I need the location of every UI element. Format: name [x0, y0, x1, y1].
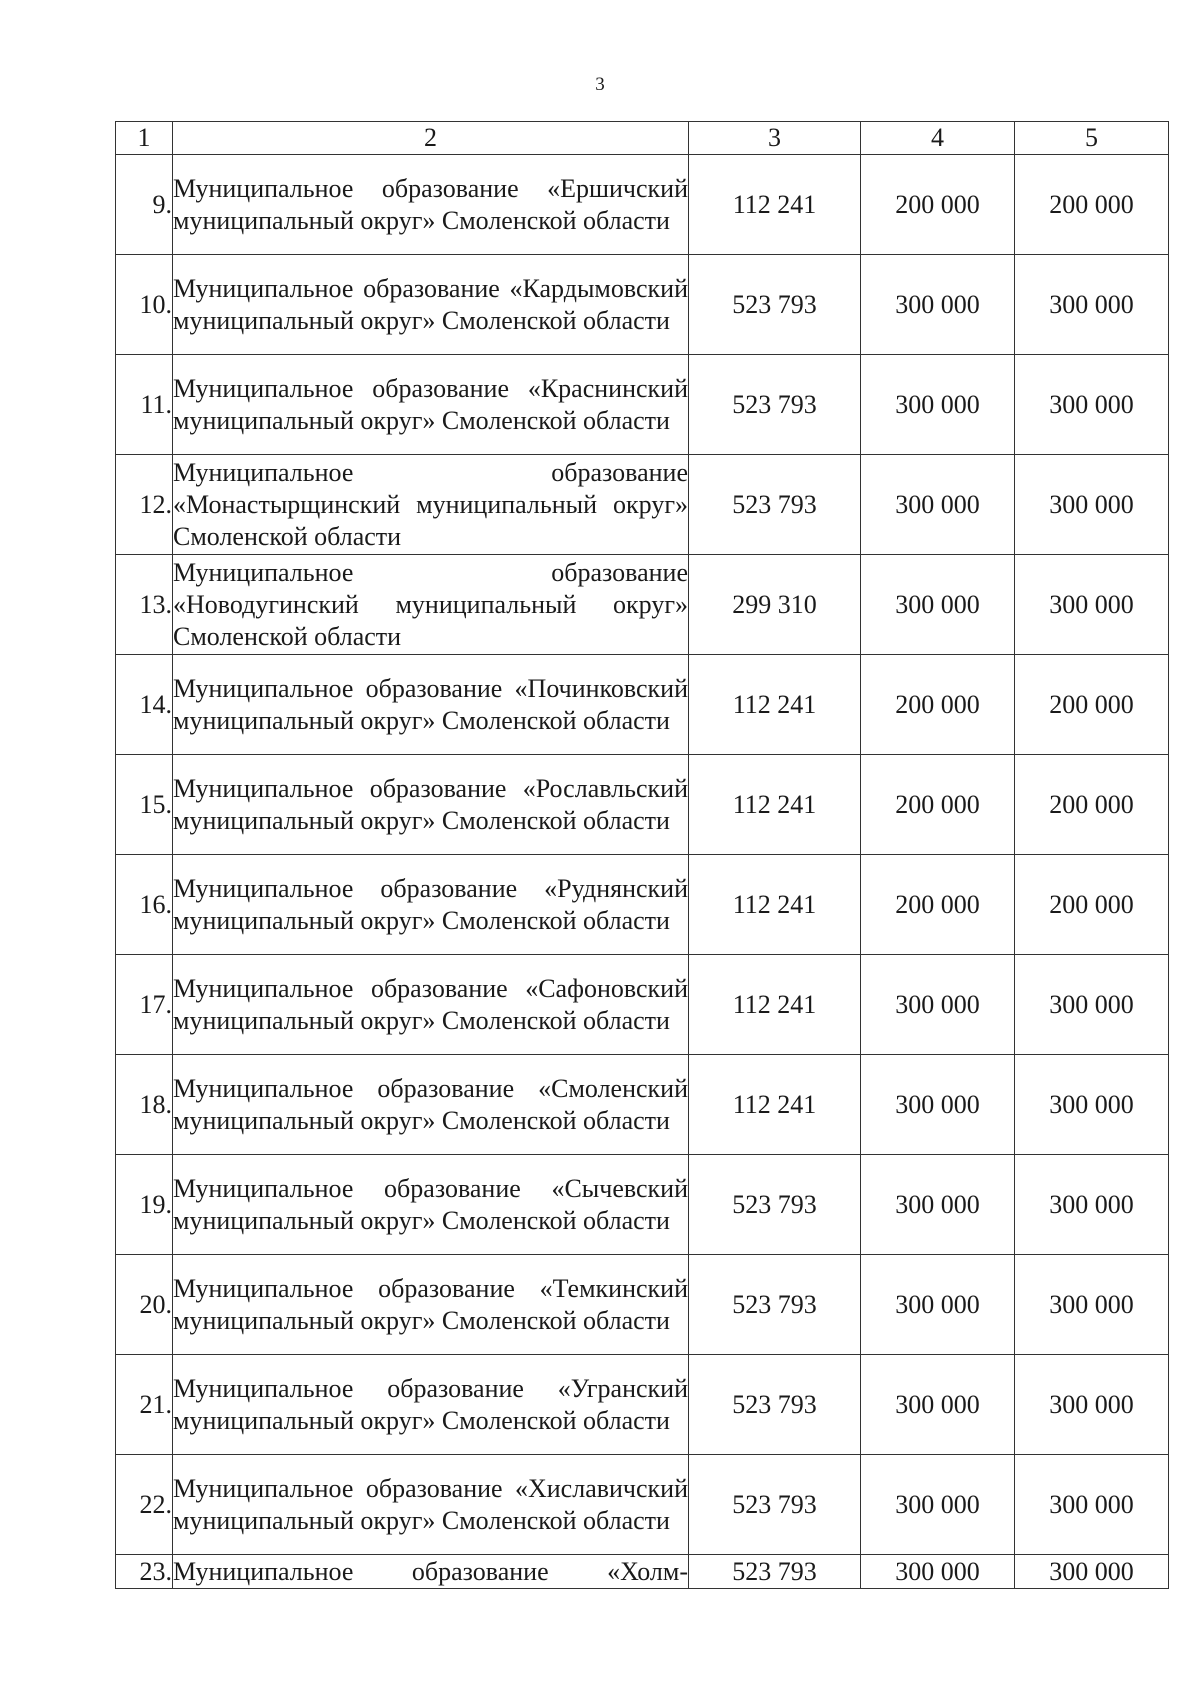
table-row — [116, 555, 1169, 655]
allocation-table — [115, 121, 1169, 1589]
column-4-value-cell: 300 000 — [861, 555, 1015, 655]
municipality-name-cell: Муниципальное образование «Угранский муниципальный округ» Смоленской области — [173, 1355, 689, 1455]
column-4-value-cell: 300 000 — [861, 1155, 1015, 1255]
municipality-name-cell: Муниципальное образование «Хиславичский муниципальный округ» Смоленской области — [173, 1455, 689, 1555]
row-number-cell: 18. — [116, 1055, 173, 1155]
table-row — [116, 955, 1169, 1055]
table-row — [116, 1055, 1169, 1155]
column-5-value-cell: 300 000 — [1015, 1555, 1169, 1589]
municipality-name-cell: Муниципальное образование «Сычевский муниципальный округ» Смоленской области — [173, 1155, 689, 1255]
table-row — [116, 1455, 1169, 1555]
column-4-value-cell: 300 000 — [861, 355, 1015, 455]
table-row — [116, 1555, 1169, 1589]
column-5-value-cell: 200 000 — [1015, 155, 1169, 255]
column-5-value-cell: 300 000 — [1015, 255, 1169, 355]
table-row — [116, 255, 1169, 355]
column-3-value-cell: 112 241 — [689, 155, 861, 255]
column-4-value-cell: 300 000 — [861, 1355, 1015, 1455]
column-5-value-cell: 300 000 — [1015, 1155, 1169, 1255]
row-number-cell: 19. — [116, 1155, 173, 1255]
row-number-cell: 12. — [116, 455, 173, 555]
column-3-value-cell: 112 241 — [689, 655, 861, 755]
column-5-value-cell: 300 000 — [1015, 1255, 1169, 1355]
column-4-value-cell: 300 000 — [861, 1255, 1015, 1355]
header-col-5: 5 — [1015, 122, 1169, 155]
municipality-name-cell: Муниципальное образование «Починковский муниципальный округ» Смоленской области — [173, 655, 689, 755]
table-row — [116, 1355, 1169, 1455]
column-3-value-cell: 523 793 — [689, 355, 861, 455]
table-row — [116, 1255, 1169, 1355]
table-row — [116, 755, 1169, 855]
row-number-cell: 10. — [116, 255, 173, 355]
row-number-cell: 23. — [116, 1555, 173, 1589]
column-4-value-cell: 200 000 — [861, 655, 1015, 755]
column-4-value-cell: 300 000 — [861, 1055, 1015, 1155]
column-3-value-cell: 523 793 — [689, 1355, 861, 1455]
column-4-value-cell: 300 000 — [861, 455, 1015, 555]
table-header — [116, 122, 1169, 155]
column-4-value-cell: 200 000 — [861, 855, 1015, 955]
column-3-value-cell: 523 793 — [689, 1155, 861, 1255]
table-row — [116, 455, 1169, 555]
table-row — [116, 855, 1169, 955]
header-col-4: 4 — [861, 122, 1015, 155]
column-3-value-cell: 523 793 — [689, 1255, 861, 1355]
column-4-value-cell: 300 000 — [861, 1455, 1015, 1555]
column-3-value-cell: 523 793 — [689, 455, 861, 555]
column-3-value-cell: 299 310 — [689, 555, 861, 655]
row-number-cell: 15. — [116, 755, 173, 855]
column-5-value-cell: 300 000 — [1015, 555, 1169, 655]
column-5-value-cell: 200 000 — [1015, 855, 1169, 955]
column-3-value-cell: 112 241 — [689, 1055, 861, 1155]
row-number-cell: 16. — [116, 855, 173, 955]
column-5-value-cell: 300 000 — [1015, 1355, 1169, 1455]
header-col-3: 3 — [689, 122, 861, 155]
table-row — [116, 155, 1169, 255]
column-4-value-cell: 300 000 — [861, 1555, 1015, 1589]
table-row — [116, 655, 1169, 755]
column-3-value-cell: 523 793 — [689, 1455, 861, 1555]
column-5-value-cell: 200 000 — [1015, 755, 1169, 855]
municipality-name-cell: Муниципальное образование «Ершичский муниципальный округ» Смоленской области — [173, 155, 689, 255]
municipality-name-cell: Муниципальное образование «Руднянский муниципальный округ» Смоленской области — [173, 855, 689, 955]
row-number-cell: 22. — [116, 1455, 173, 1555]
column-3-value-cell: 523 793 — [689, 255, 861, 355]
municipality-name-cell: Муниципальное образование «Новодугинский муниципальный округ» Смоленской области — [173, 555, 689, 655]
table-row — [116, 1155, 1169, 1255]
row-number-cell: 14. — [116, 655, 173, 755]
row-number-cell: 21. — [116, 1355, 173, 1455]
municipality-name-cell: Муниципальное образование «Краснинский муниципальный округ» Смоленской области — [173, 355, 689, 455]
municipality-name-cell: Муниципальное образование «Рославльский муниципальный округ» Смоленской области — [173, 755, 689, 855]
column-3-value-cell: 523 793 — [689, 1555, 861, 1589]
row-number-cell: 11. — [116, 355, 173, 455]
column-3-value-cell: 112 241 — [689, 755, 861, 855]
column-4-value-cell: 300 000 — [861, 255, 1015, 355]
column-4-value-cell: 200 000 — [861, 155, 1015, 255]
row-number-cell: 20. — [116, 1255, 173, 1355]
municipality-name-cell: Муниципальное образование «Монастырщинский муниципальный округ» Смоленской области — [173, 455, 689, 555]
column-3-value-cell: 112 241 — [689, 955, 861, 1055]
row-number-cell: 9. — [116, 155, 173, 255]
row-number-cell: 13. — [116, 555, 173, 655]
municipality-name-cell: Муниципальное образование «Сафоновский муниципальный округ» Смоленской области — [173, 955, 689, 1055]
row-number-cell: 17. — [116, 955, 173, 1055]
column-5-value-cell: 300 000 — [1015, 1455, 1169, 1555]
column-5-value-cell: 300 000 — [1015, 1055, 1169, 1155]
column-4-value-cell: 200 000 — [861, 755, 1015, 855]
page-number: 3 — [595, 74, 605, 95]
column-5-value-cell: 200 000 — [1015, 655, 1169, 755]
municipality-name-cell: Муниципальное образование «Темкинский муниципальный округ» Смоленской области — [173, 1255, 689, 1355]
column-5-value-cell: 300 000 — [1015, 455, 1169, 555]
municipality-name-cell: Муниципальное образование «Холм- — [173, 1555, 689, 1589]
municipality-name-cell: Муниципальное образование «Смоленский муниципальный округ» Смоленской области — [173, 1055, 689, 1155]
header-col-2: 2 — [173, 122, 689, 155]
header-col-1: 1 — [116, 122, 173, 155]
table-row — [116, 355, 1169, 455]
column-3-value-cell: 112 241 — [689, 855, 861, 955]
column-4-value-cell: 300 000 — [861, 955, 1015, 1055]
column-5-value-cell: 300 000 — [1015, 955, 1169, 1055]
table-body — [116, 155, 1169, 1589]
column-5-value-cell: 300 000 — [1015, 355, 1169, 455]
municipality-name-cell: Муниципальное образование «Кардымовский муниципальный округ» Смоленской области — [173, 255, 689, 355]
